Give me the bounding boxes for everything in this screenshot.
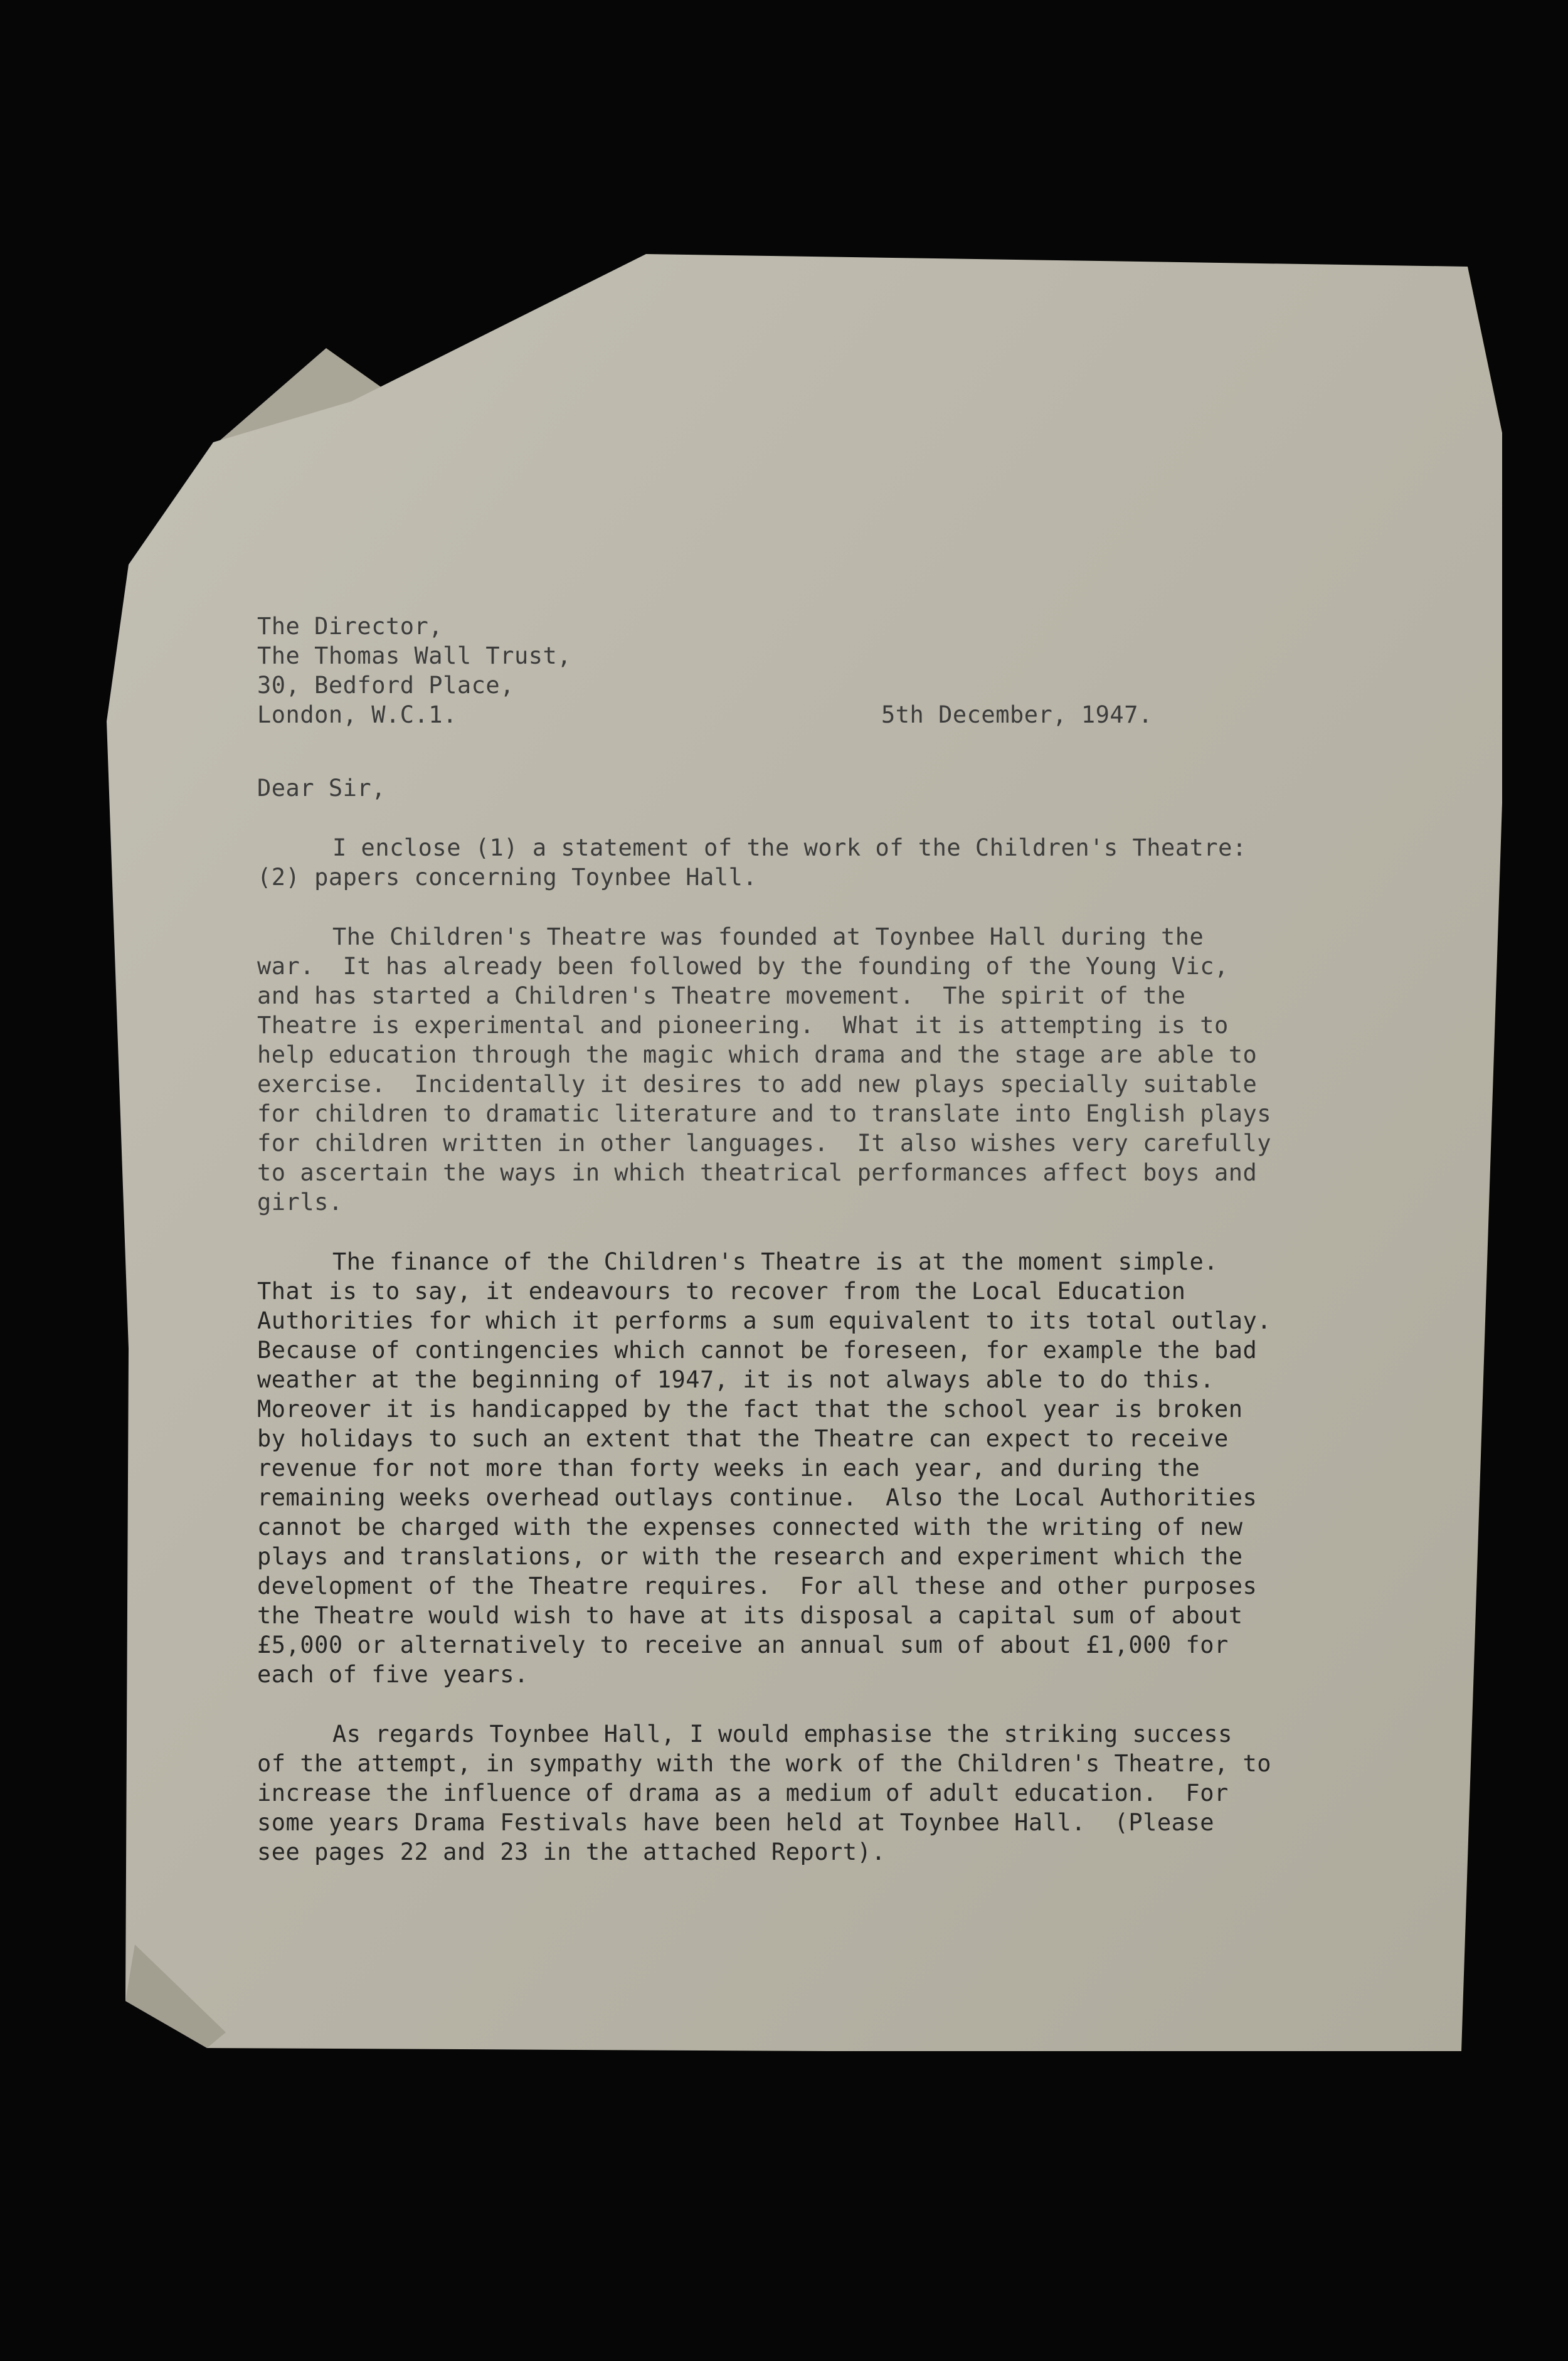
paragraph-line: Theatre is experimental and pioneering. What it is attempting is to — [257, 1012, 1229, 1039]
paragraph-line: That is to say, it endeavours to recover from the Local Education — [257, 1278, 1186, 1305]
letter-date: 5th December, 1947. — [881, 701, 1153, 728]
paragraph-line: girls. — [257, 1189, 343, 1216]
paragraph-line: (2) papers concerning Toynbee Hall. — [257, 864, 758, 891]
paragraph-line: of the attempt, in sympathy with the work of the Children's Theatre, to — [257, 1750, 1272, 1777]
letter-body — [257, 612, 1311, 1867]
paragraph-line: weather at the beginning of 1947, it is not always able to do this. — [257, 1366, 1214, 1393]
paragraph-line: remaining weeks overhead outlays continue. Also the Local Authorities — [257, 1484, 1258, 1511]
address-line-4: London, W.C.1. — [257, 701, 457, 728]
paragraph-line: The finance of the Children's Theatre is at the moment simple. — [332, 1248, 1219, 1275]
paragraph-line: by holidays to such an extent that the Theatre can expect to receive — [257, 1425, 1229, 1452]
paragraph-line: development of the Theatre requires. For all these and other purposes — [257, 1573, 1258, 1600]
address-date-row — [257, 700, 1311, 730]
paragraph-line: increase the influence of drama as a medium of adult education. For — [257, 1780, 1229, 1807]
paragraph-line: exercise. Incidentally it desires to add new plays specially suitable — [257, 1071, 1258, 1098]
paragraph-finance — [257, 1247, 1311, 1689]
paragraph-enclosures — [257, 833, 1311, 892]
paragraph-line: for children to dramatic literature and to translate into English plays — [257, 1100, 1272, 1127]
paragraph-line: As regards Toynbee Hall, I would emphasise the striking success — [332, 1721, 1232, 1748]
paragraph-line: each of five years. — [257, 1661, 529, 1688]
paragraph-line: Moreover it is handicapped by the fact that the school year is broken — [257, 1396, 1243, 1423]
paragraph-line: to ascertain the ways in which theatrical performances affect boys and — [257, 1159, 1258, 1186]
paragraph-line: Because of contingencies which cannot be foreseen, for example the bad — [257, 1337, 1258, 1364]
paragraph-line: and has started a Children's Theatre movement. The spirit of the — [257, 982, 1186, 1009]
paragraph-line: war. It has already been followed by the founding of the Young Vic, — [257, 953, 1229, 980]
salutation: Dear Sir, — [257, 775, 386, 802]
paragraph-line: some years Drama Festivals have been held at Toynbee Hall. (Please — [257, 1809, 1214, 1836]
paragraph-line: I enclose (1) a statement of the work of the Children's Theatre: — [332, 834, 1247, 861]
paragraph-line: The Children's Theatre was founded at Toynbee Hall during the — [332, 923, 1204, 950]
paragraph-line: revenue for not more than forty weeks in each year, and during the — [257, 1455, 1200, 1482]
paragraph-toynbee-hall — [257, 1719, 1311, 1867]
paragraph-line: plays and translations, or with the research and experiment which the — [257, 1543, 1243, 1570]
paragraph-line: cannot be charged with the expenses connected with the writing of new — [257, 1514, 1243, 1541]
paragraph-line: for children written in other languages. It also wishes very carefully — [257, 1130, 1272, 1157]
address-line-1: The Director, — [257, 613, 443, 640]
address-line-3: 30, Bedford Place, — [257, 672, 514, 699]
paragraph-line: the Theatre would wish to have at its disposal a capital sum of about — [257, 1602, 1243, 1629]
paragraph-line: £5,000 or alternatively to receive an annual sum of about £1,000 for — [257, 1631, 1229, 1658]
paragraph-childrens-theatre — [257, 922, 1311, 1217]
paragraph-line: help education through the magic which drama and the stage are able to — [257, 1041, 1258, 1068]
address-line-2: The Thomas Wall Trust, — [257, 642, 572, 669]
paragraph-line: see pages 22 and 23 in the attached Report). — [257, 1838, 886, 1865]
paragraph-line: Authorities for which it performs a sum equivalent to its total outlay. — [257, 1307, 1272, 1334]
